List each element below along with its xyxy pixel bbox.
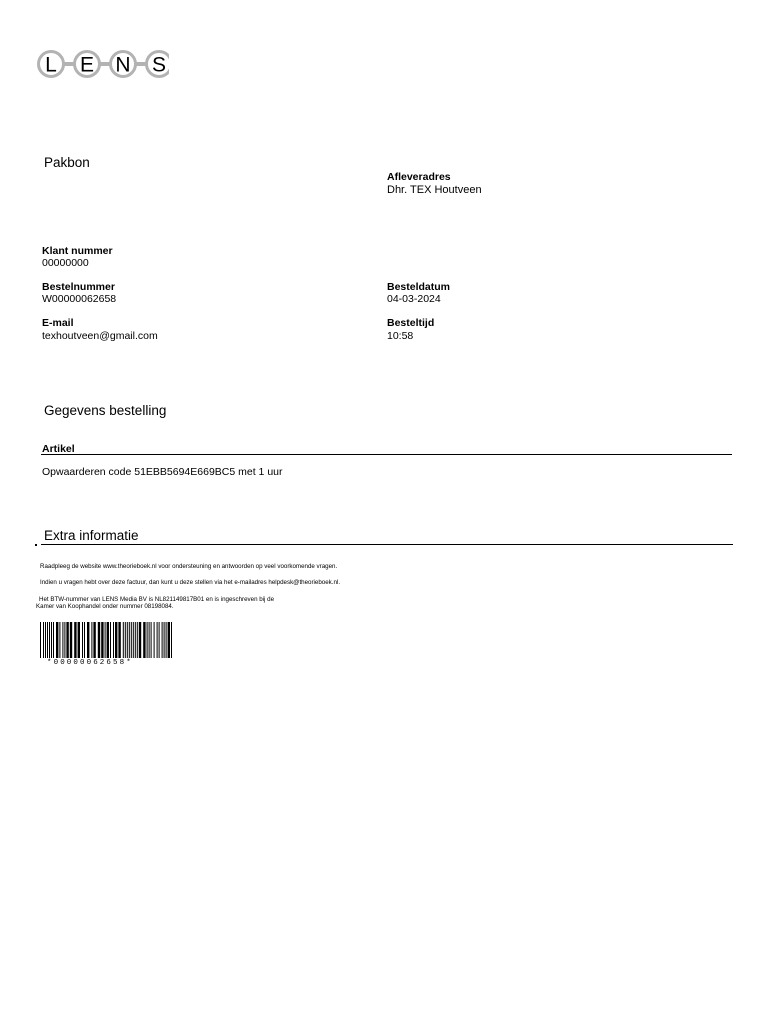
barcode-bar	[139, 622, 141, 658]
barcode-bar	[51, 622, 52, 658]
barcode-bar	[113, 622, 114, 658]
barcode-bar	[157, 622, 158, 658]
barcode-bar	[171, 622, 172, 658]
barcode-bar	[137, 622, 138, 658]
logo-letter: N	[115, 53, 131, 77]
barcode-bar	[154, 622, 155, 658]
barcode-bar	[110, 622, 111, 658]
email-value: texhoutveen@gmail.com	[42, 330, 158, 342]
article-header-rule	[41, 454, 732, 455]
order-time-value: 10:58	[387, 330, 414, 342]
barcode-bar	[66, 622, 68, 658]
order-details-title: Gegevens bestelling	[44, 403, 167, 418]
order-number-label: Bestelnummer	[42, 281, 115, 293]
barcode-bar	[131, 622, 132, 658]
logo-letter: S	[151, 53, 167, 77]
barcode-bar	[125, 622, 126, 658]
barcode-bar	[78, 622, 80, 658]
extra-info-title: Extra informatie	[44, 528, 139, 543]
barcode-bar	[105, 622, 106, 658]
order-time-label: Besteltijd	[387, 317, 435, 329]
delivery-address-label: Afleveradres	[387, 171, 451, 183]
barcode-bar	[56, 622, 58, 658]
barcode-bar	[84, 622, 85, 658]
barcode-bar	[164, 622, 165, 658]
lens-logo	[37, 50, 169, 78]
extra-info-line-3b: Kamer van Koophandel onder nummer 08198084.	[36, 603, 174, 610]
barcode-bar	[129, 622, 130, 658]
barcode-bar	[62, 622, 63, 658]
order-barcode	[39, 622, 174, 658]
barcode-text: *00000062658*	[47, 659, 133, 667]
barcode-bar	[115, 622, 117, 658]
barcode-bar	[43, 622, 44, 658]
barcode-bar	[101, 622, 103, 658]
article-column-header: Artikel	[42, 443, 75, 455]
email-label: E-mail	[42, 317, 74, 329]
barcode-bar	[49, 622, 50, 658]
barcode-bar	[47, 622, 48, 658]
order-number-value: W00000062658	[42, 293, 117, 305]
barcode-bar	[40, 622, 41, 658]
barcode-bar	[147, 622, 148, 658]
barcode-bar	[87, 622, 89, 658]
logo-letter: E	[79, 53, 95, 77]
barcode-bar	[168, 622, 170, 658]
barcode-bar	[64, 622, 65, 658]
barcode-bar	[59, 622, 60, 658]
barcode-bar	[149, 622, 150, 658]
document-title: Pakbon	[44, 155, 90, 170]
extra-info-line-3a: Het BTW-nummer van LENS Media BV is NL821149817B01 en is ingeschreven bij de	[39, 596, 275, 603]
logo-letter: L	[45, 53, 57, 77]
barcode-bar	[53, 622, 54, 658]
order-date-value: 04-03-2024	[387, 293, 441, 305]
barcode-bar	[151, 622, 152, 658]
barcode-bar	[135, 622, 136, 658]
extra-info-line-1: Raadpleeg de website www.theorieboek.nl voor ondersteuning en antwoorden op veel voorkomende vragen.	[40, 563, 338, 570]
barcode-bar	[123, 622, 124, 658]
barcode-bar	[74, 622, 76, 658]
barcode-bar	[118, 622, 120, 658]
barcode-bar	[127, 622, 128, 658]
order-date-label: Besteldatum	[387, 281, 451, 293]
barcode-bar	[91, 622, 92, 658]
barcode-bar	[143, 622, 145, 658]
customer-number-value: 00000000	[42, 257, 89, 269]
barcode-bar	[98, 622, 100, 658]
barcode-bar	[82, 622, 83, 658]
barcode-bar	[133, 622, 134, 658]
barcode-bar	[93, 622, 95, 658]
barcode-bar	[107, 622, 109, 658]
article-line: Opwaarderen code 51EBB5694E669BC5 met 1 uur	[42, 466, 283, 478]
customer-number-label: Klant nummer	[42, 245, 113, 257]
delivery-address-name: Dhr. TEX Houtveen	[387, 184, 482, 196]
bullet-dot	[35, 544, 37, 546]
barcode-bar	[70, 622, 72, 658]
barcode-bar	[162, 622, 163, 658]
barcode-bar	[45, 622, 46, 658]
extra-info-rule	[41, 544, 733, 545]
extra-info-line-2: Indien u vragen hebt over deze factuur, dan kunt u deze stellen via het e-mailadres helpdesk@theorieboek.nl.	[40, 579, 341, 586]
barcode-bar	[159, 622, 160, 658]
barcode-bar	[166, 622, 167, 658]
